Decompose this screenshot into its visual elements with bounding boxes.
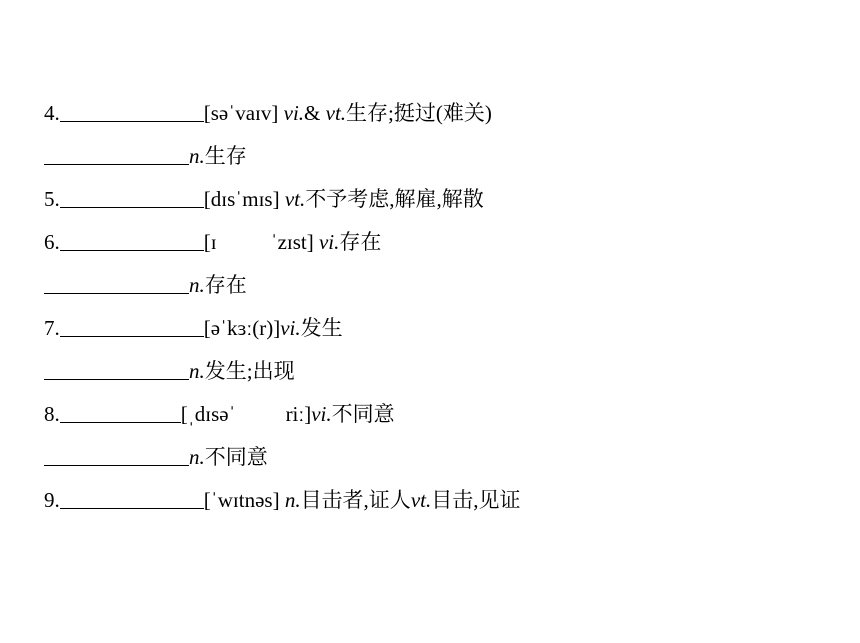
part-of-speech: vt. (284, 187, 306, 211)
part-of-speech: vi. (283, 101, 305, 125)
meaning: 不予考虑,解雇,解散 (305, 187, 484, 211)
vocab-item-9 (44, 485, 520, 515)
answer-blank[interactable] (60, 479, 204, 509)
phonetic-start: [ˌdɪsəˈ (180, 402, 236, 426)
vocab-item-6 (44, 227, 381, 257)
answer-blank[interactable] (60, 307, 204, 337)
meaning: 存在 (339, 230, 382, 254)
phonetic-end: riː] (285, 402, 312, 426)
answer-blank[interactable] (60, 221, 204, 251)
item-number: 5. (44, 187, 60, 211)
item-number: 6. (44, 230, 60, 254)
pos-ampersand: & (304, 101, 321, 125)
part-of-speech: n. (189, 144, 205, 168)
part-of-speech: vi. (311, 402, 332, 426)
meaning: 生存 (204, 144, 247, 168)
answer-blank[interactable] (44, 436, 189, 466)
phonetic: [əˈkɜː(r)] (203, 316, 281, 340)
vocab-derived-7 (44, 356, 295, 386)
part-of-speech-2: vt. (410, 488, 432, 512)
answer-blank[interactable] (44, 135, 189, 165)
meaning: 存在 (204, 273, 247, 297)
part-of-speech-2: vt. (325, 101, 347, 125)
meaning: 发生;出现 (204, 359, 295, 383)
phonetic: [səˈvaɪv] (203, 101, 279, 125)
answer-blank[interactable] (44, 264, 189, 294)
item-number: 8. (44, 402, 60, 426)
vocab-item-8 (44, 399, 395, 429)
vocab-item-5 (44, 184, 484, 214)
meaning: 发生 (300, 316, 343, 340)
answer-blank[interactable] (44, 350, 189, 380)
vocab-item-4 (44, 98, 492, 128)
item-number: 9. (44, 488, 60, 512)
meaning: 不同意 (331, 402, 395, 426)
part-of-speech: n. (284, 488, 301, 512)
vocab-item-7 (44, 313, 343, 343)
meaning: 目击者,证人 (300, 488, 411, 512)
answer-blank[interactable] (60, 178, 204, 208)
phonetic-end: ˈzɪst] (270, 230, 314, 254)
meaning: 不同意 (204, 445, 268, 469)
meaning: 生存;挺过(难关) (346, 101, 492, 125)
answer-blank[interactable] (60, 92, 204, 122)
part-of-speech: n. (189, 273, 205, 297)
vocab-derived-4 (44, 141, 247, 171)
item-number: 7. (44, 316, 60, 340)
answer-blank[interactable] (60, 393, 181, 423)
vocab-derived-6 (44, 270, 247, 300)
phonetic: [ˈwɪtnəs] (203, 488, 280, 512)
item-number: 4. (44, 101, 60, 125)
part-of-speech: vi. (280, 316, 301, 340)
part-of-speech: vi. (318, 230, 340, 254)
phonetic-start: [ɪ (203, 230, 217, 254)
part-of-speech: n. (189, 445, 205, 469)
meaning-2: 目击,见证 (431, 488, 521, 512)
phonetic: [dɪsˈmɪs] (203, 187, 280, 211)
part-of-speech: n. (189, 359, 205, 383)
vocab-derived-8 (44, 442, 268, 472)
